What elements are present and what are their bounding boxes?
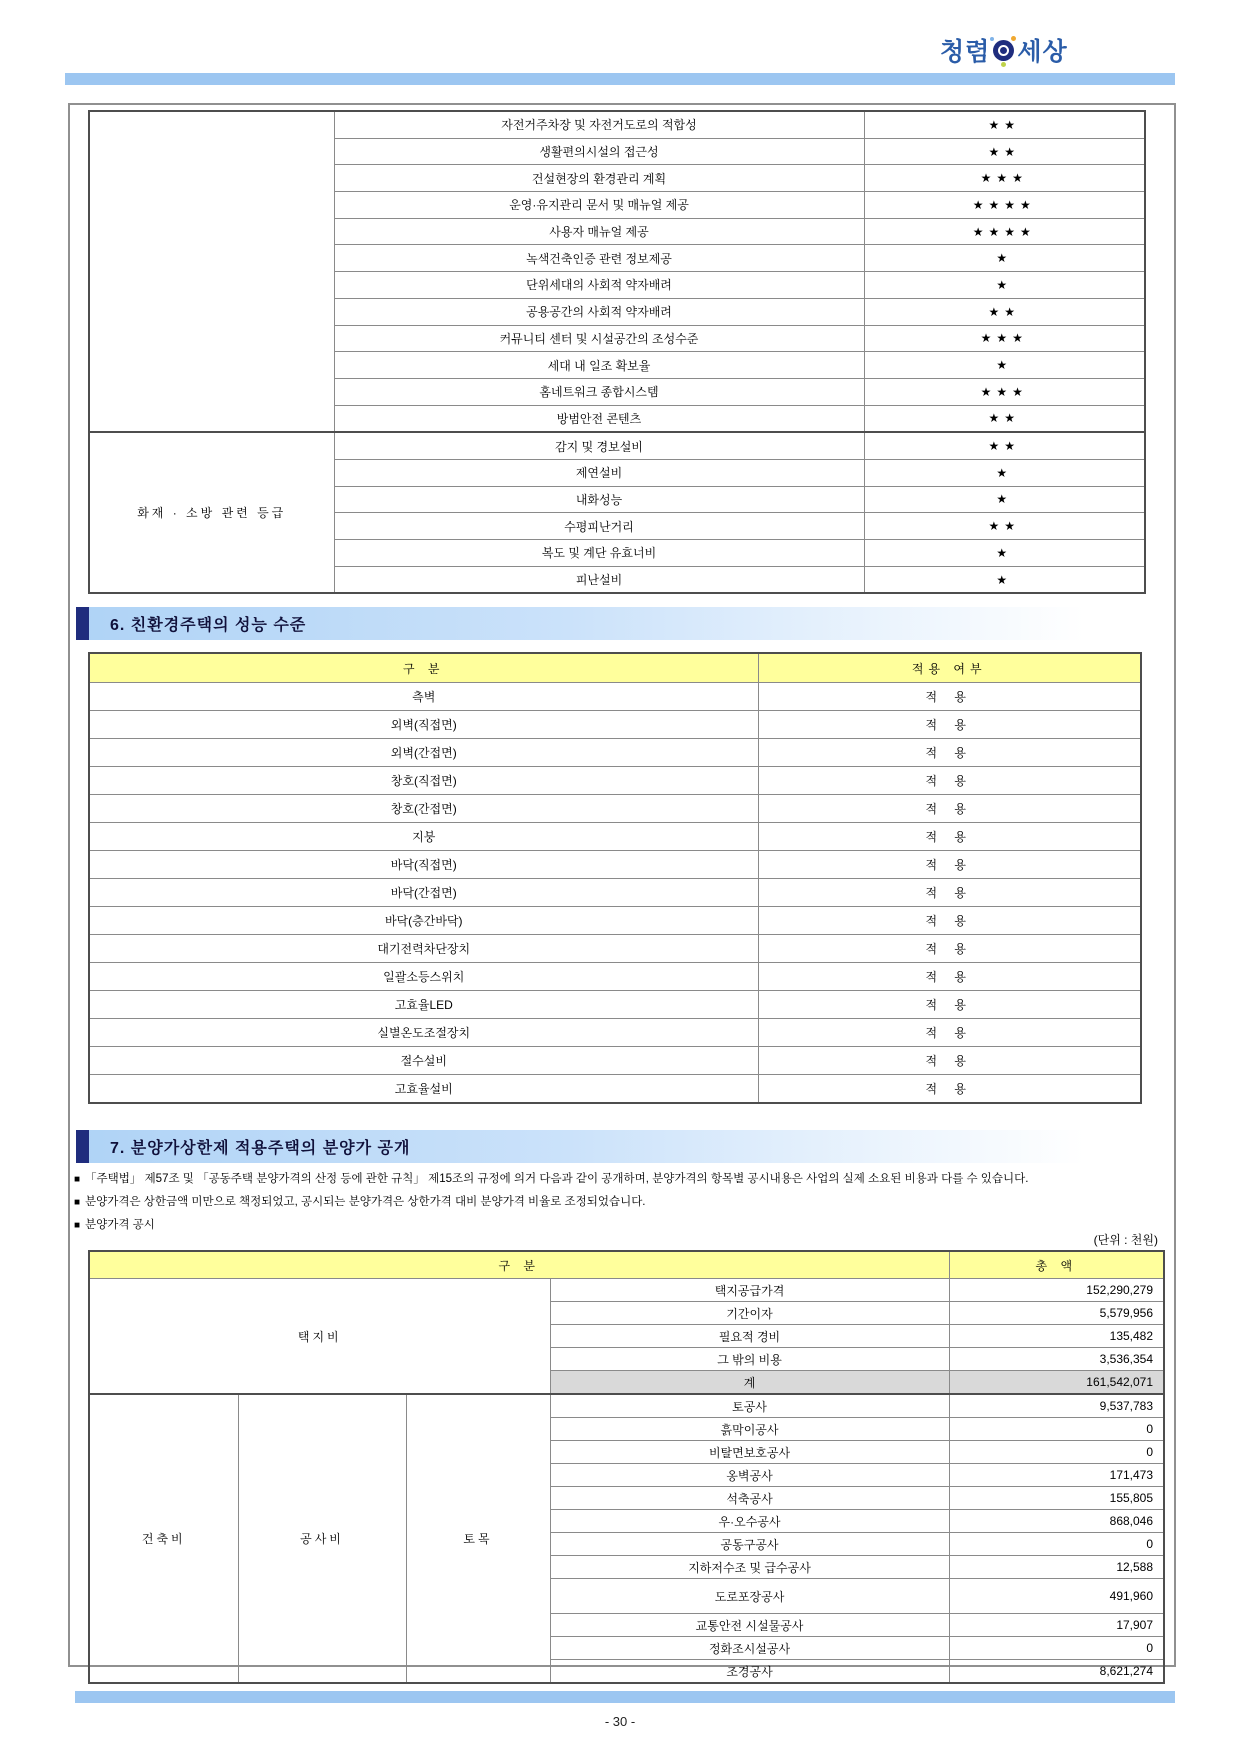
eco-item-cell: 창호(직접면) bbox=[89, 767, 758, 795]
eco-item-cell: 절수설비 bbox=[89, 1047, 758, 1075]
rating-stars-cell: ★★★ bbox=[864, 378, 1145, 405]
eco-item-cell: 외벽(간접면) bbox=[89, 739, 758, 767]
price-amount-cell: 0 bbox=[949, 1533, 1164, 1556]
price-amount-cell: 491,960 bbox=[949, 1579, 1164, 1614]
price-amount-cell: 5,579,956 bbox=[949, 1302, 1164, 1325]
note-line bbox=[74, 1168, 1174, 1191]
eco-row bbox=[89, 991, 1141, 1019]
eco-item-cell: 외벽(직접면) bbox=[89, 711, 758, 739]
rating-item-cell: 자전거주차장 및 자전거도로의 적합성 bbox=[334, 111, 864, 138]
bullet-square-icon: ■ bbox=[74, 1174, 81, 1185]
eco-applied-cell: 적 용 bbox=[758, 823, 1141, 851]
note-text: 「주택법」 제57조 및 「공동주택 분양가격의 산정 등에 관한 규칙」 제15조의 규정에 의거 다음과 같이 공개하며, 분양가격의 항목별 공시내용은 사업의 실제 소요된 비용과 다를 수 있습니다. bbox=[85, 1173, 1029, 1185]
page-number: - 30 - bbox=[604, 1714, 636, 1729]
eco-performance-table bbox=[88, 652, 1142, 1104]
rating-item-cell: 복도 및 계단 유효너비 bbox=[334, 540, 864, 567]
price-amount-cell: 3,536,354 bbox=[949, 1348, 1164, 1371]
price-header-total: 총 액 bbox=[949, 1251, 1164, 1279]
section6-header-chip bbox=[76, 607, 89, 640]
price-item-cell: 공동구공사 bbox=[550, 1533, 949, 1556]
price-item-cell: 옹벽공사 bbox=[550, 1464, 949, 1487]
price-item-cell: 조경공사 bbox=[550, 1660, 949, 1684]
price-item-cell: 그 밖의 비용 bbox=[550, 1348, 949, 1371]
rating-item-cell: 공용공간의 사회적 약자배려 bbox=[334, 298, 864, 325]
price-item-cell: 석축공사 bbox=[550, 1487, 949, 1510]
unit-note: (단위 : 천원) bbox=[1093, 1233, 1158, 1247]
eco-applied-cell: 적 용 bbox=[758, 795, 1141, 823]
rating-row bbox=[89, 432, 1145, 459]
eco-applied-cell: 적 용 bbox=[758, 851, 1141, 879]
rating-stars-cell: ★ bbox=[864, 459, 1145, 486]
rating-item-cell: 수평피난거리 bbox=[334, 513, 864, 540]
price-amount-cell: 135,482 bbox=[949, 1325, 1164, 1348]
rating-table bbox=[88, 110, 1146, 594]
price-row bbox=[89, 1279, 1164, 1302]
rating-item-cell: 세대 내 일조 확보율 bbox=[334, 352, 864, 379]
rating-stars-cell: ★ bbox=[864, 566, 1145, 593]
rating-stars-cell: ★ bbox=[864, 245, 1145, 272]
eco-item-cell: 대기전력차단장치 bbox=[89, 935, 758, 963]
eco-item-cell: 바닥(직접면) bbox=[89, 851, 758, 879]
price-amount-cell: 12,588 bbox=[949, 1556, 1164, 1579]
bullet-square-icon: ■ bbox=[74, 1197, 81, 1208]
eco-row bbox=[89, 963, 1141, 991]
rating-stars-cell: ★ bbox=[864, 352, 1145, 379]
price-item-cell: 필요적 경비 bbox=[550, 1325, 949, 1348]
rating-item-cell: 단위세대의 사회적 약자배려 bbox=[334, 272, 864, 299]
eco-item-cell: 지붕 bbox=[89, 823, 758, 851]
eco-applied-cell: 적 용 bbox=[758, 767, 1141, 795]
eco-applied-cell: 적 용 bbox=[758, 739, 1141, 767]
eco-applied-cell: 적 용 bbox=[758, 683, 1141, 711]
price-amount-cell: 0 bbox=[949, 1418, 1164, 1441]
section7-notes bbox=[74, 1168, 1174, 1237]
eco-applied-cell: 적 용 bbox=[758, 907, 1141, 935]
price-amount-cell: 171,473 bbox=[949, 1464, 1164, 1487]
price-disclosure-table bbox=[88, 1250, 1165, 1684]
logo-text-right: 세상 bbox=[1017, 38, 1068, 66]
eco-applied-cell: 적 용 bbox=[758, 1047, 1141, 1075]
rating-item-cell: 녹색건축인증 관련 정보제공 bbox=[334, 245, 864, 272]
site-logo bbox=[940, 32, 1068, 68]
price-header-category: 구 분 bbox=[89, 1251, 949, 1279]
price-amount-cell: 0 bbox=[949, 1637, 1164, 1660]
price-header-row bbox=[89, 1251, 1164, 1279]
eco-applied-cell: 적 용 bbox=[758, 935, 1141, 963]
eco-applied-cell: 적 용 bbox=[758, 1019, 1141, 1047]
eco-item-cell: 고효율LED bbox=[89, 991, 758, 1019]
eco-header-row bbox=[89, 653, 1141, 683]
eco-item-cell: 바닥(층간바닥) bbox=[89, 907, 758, 935]
rating-stars-cell: ★★ bbox=[864, 513, 1145, 540]
rating-group-cell bbox=[89, 111, 334, 432]
price-total-amount-cell: 161,542,071 bbox=[949, 1371, 1164, 1395]
rating-stars-cell: ★ bbox=[864, 540, 1145, 567]
rating-stars-cell: ★ bbox=[864, 272, 1145, 299]
price-item-cell: 도로포장공사 bbox=[550, 1579, 949, 1614]
section7-title: 7. 분양가상한제 적용주택의 분양가 공개 bbox=[110, 1140, 411, 1157]
eco-applied-cell: 적 용 bbox=[758, 991, 1141, 1019]
rating-item-cell: 감지 및 경보설비 bbox=[334, 432, 864, 459]
note-line bbox=[74, 1191, 1174, 1214]
price-amount-cell: 0 bbox=[949, 1441, 1164, 1464]
footer-rule bbox=[75, 1691, 1175, 1703]
land-cost-group-cell: 택지비 bbox=[89, 1279, 550, 1395]
price-item-cell: 기간이자 bbox=[550, 1302, 949, 1325]
rating-item-cell: 피난설비 bbox=[334, 566, 864, 593]
eco-item-cell: 고효율설비 bbox=[89, 1075, 758, 1104]
section7-header bbox=[76, 1130, 1172, 1163]
section6-title: 6. 친환경주택의 성능 수준 bbox=[110, 617, 307, 634]
eco-applied-cell: 적 용 bbox=[758, 879, 1141, 907]
header-rule bbox=[65, 73, 1175, 85]
price-item-cell: 우·오수공사 bbox=[550, 1510, 949, 1533]
price-item-cell: 토공사 bbox=[550, 1394, 949, 1418]
price-item-cell: 정화조시설공사 bbox=[550, 1637, 949, 1660]
rating-stars-cell: ★★ bbox=[864, 405, 1145, 432]
eco-item-cell: 실별온도조절장치 bbox=[89, 1019, 758, 1047]
rating-item-cell: 커뮤니티 센터 및 시설공간의 조성수준 bbox=[334, 325, 864, 352]
construction-group-cell-1: 공사비 bbox=[238, 1394, 406, 1683]
note-text: 분양가격 공시 bbox=[85, 1219, 155, 1231]
eco-applied-cell: 적 용 bbox=[758, 1075, 1141, 1104]
eco-row bbox=[89, 1019, 1141, 1047]
rating-stars-cell: ★★★ bbox=[864, 165, 1145, 192]
price-item-cell: 교통안전 시설물공사 bbox=[550, 1614, 949, 1637]
rating-item-cell: 운영·유지관리 문서 및 매뉴얼 제공 bbox=[334, 192, 864, 219]
logo-dot-orange-icon bbox=[1011, 36, 1016, 41]
rating-item-cell: 사용자 매뉴얼 제공 bbox=[334, 218, 864, 245]
rating-stars-cell: ★ bbox=[864, 486, 1145, 513]
eco-row bbox=[89, 1075, 1141, 1104]
eco-header-applied: 적용 여부 bbox=[758, 653, 1141, 683]
eco-item-cell: 측벽 bbox=[89, 683, 758, 711]
logo-text-left: 청렴 bbox=[940, 38, 991, 66]
section7-header-chip bbox=[76, 1130, 89, 1163]
price-amount-cell: 17,907 bbox=[949, 1614, 1164, 1637]
rating-item-cell: 내화성능 bbox=[334, 486, 864, 513]
eco-applied-cell: 적 용 bbox=[758, 963, 1141, 991]
eco-row bbox=[89, 767, 1141, 795]
eco-row bbox=[89, 935, 1141, 963]
rating-stars-cell: ★★★ bbox=[864, 325, 1145, 352]
rating-item-cell: 건설현장의 환경관리 계획 bbox=[334, 165, 864, 192]
logo-dot-blue-icon bbox=[990, 37, 994, 41]
eco-row bbox=[89, 823, 1141, 851]
construction-group-cell-0: 건축비 bbox=[89, 1394, 238, 1683]
eco-row bbox=[89, 851, 1141, 879]
price-row bbox=[89, 1394, 1164, 1418]
eco-row bbox=[89, 711, 1141, 739]
note-text: 분양가격은 상한금액 미만으로 책정되었고, 공시되는 분양가격은 상한가격 대비 분양가격 비율로 조정되었습니다. bbox=[85, 1196, 646, 1208]
section6-header bbox=[76, 607, 1172, 640]
price-item-cell: 흙막이공사 bbox=[550, 1418, 949, 1441]
price-amount-cell: 152,290,279 bbox=[949, 1279, 1164, 1302]
price-item-cell: 비탈면보호공사 bbox=[550, 1441, 949, 1464]
rating-stars-cell: ★★ bbox=[864, 111, 1145, 138]
rating-stars-cell: ★★★★ bbox=[864, 218, 1145, 245]
price-total-label-cell: 계 bbox=[550, 1371, 949, 1395]
eco-item-cell: 일괄소등스위치 bbox=[89, 963, 758, 991]
rating-item-cell: 생활편의시설의 접근성 bbox=[334, 138, 864, 165]
eco-row bbox=[89, 907, 1141, 935]
price-amount-cell: 868,046 bbox=[949, 1510, 1164, 1533]
price-amount-cell: 8,621,274 bbox=[949, 1660, 1164, 1684]
price-item-cell: 택지공급가격 bbox=[550, 1279, 949, 1302]
rating-item-cell: 제연설비 bbox=[334, 459, 864, 486]
rating-item-cell: 방범안전 콘텐츠 bbox=[334, 405, 864, 432]
construction-group-cell-2: 토목 bbox=[406, 1394, 550, 1683]
eco-row bbox=[89, 795, 1141, 823]
price-amount-cell: 9,537,783 bbox=[949, 1394, 1164, 1418]
rating-item-cell: 홈네트워크 종합시스템 bbox=[334, 378, 864, 405]
eco-applied-cell: 적 용 bbox=[758, 711, 1141, 739]
rating-stars-cell: ★★ bbox=[864, 298, 1145, 325]
eco-item-cell: 창호(간접면) bbox=[89, 795, 758, 823]
eco-row bbox=[89, 879, 1141, 907]
rating-group-cell: 화재 · 소방 관련 등급 bbox=[89, 432, 334, 593]
eco-item-cell: 바닥(간접면) bbox=[89, 879, 758, 907]
price-item-cell: 지하저수조 및 급수공사 bbox=[550, 1556, 949, 1579]
price-amount-cell: 155,805 bbox=[949, 1487, 1164, 1510]
rating-row bbox=[89, 111, 1145, 138]
eco-row bbox=[89, 1047, 1141, 1075]
rating-stars-cell: ★★★★ bbox=[864, 192, 1145, 219]
logo-badge-icon bbox=[993, 40, 1014, 61]
rating-stars-cell: ★★ bbox=[864, 432, 1145, 459]
rating-stars-cell: ★★ bbox=[864, 138, 1145, 165]
eco-header-category: 구 분 bbox=[89, 653, 758, 683]
eco-row bbox=[89, 683, 1141, 711]
logo-dot-green-icon bbox=[1001, 62, 1006, 67]
bullet-square-icon: ■ bbox=[74, 1220, 81, 1231]
eco-row bbox=[89, 739, 1141, 767]
